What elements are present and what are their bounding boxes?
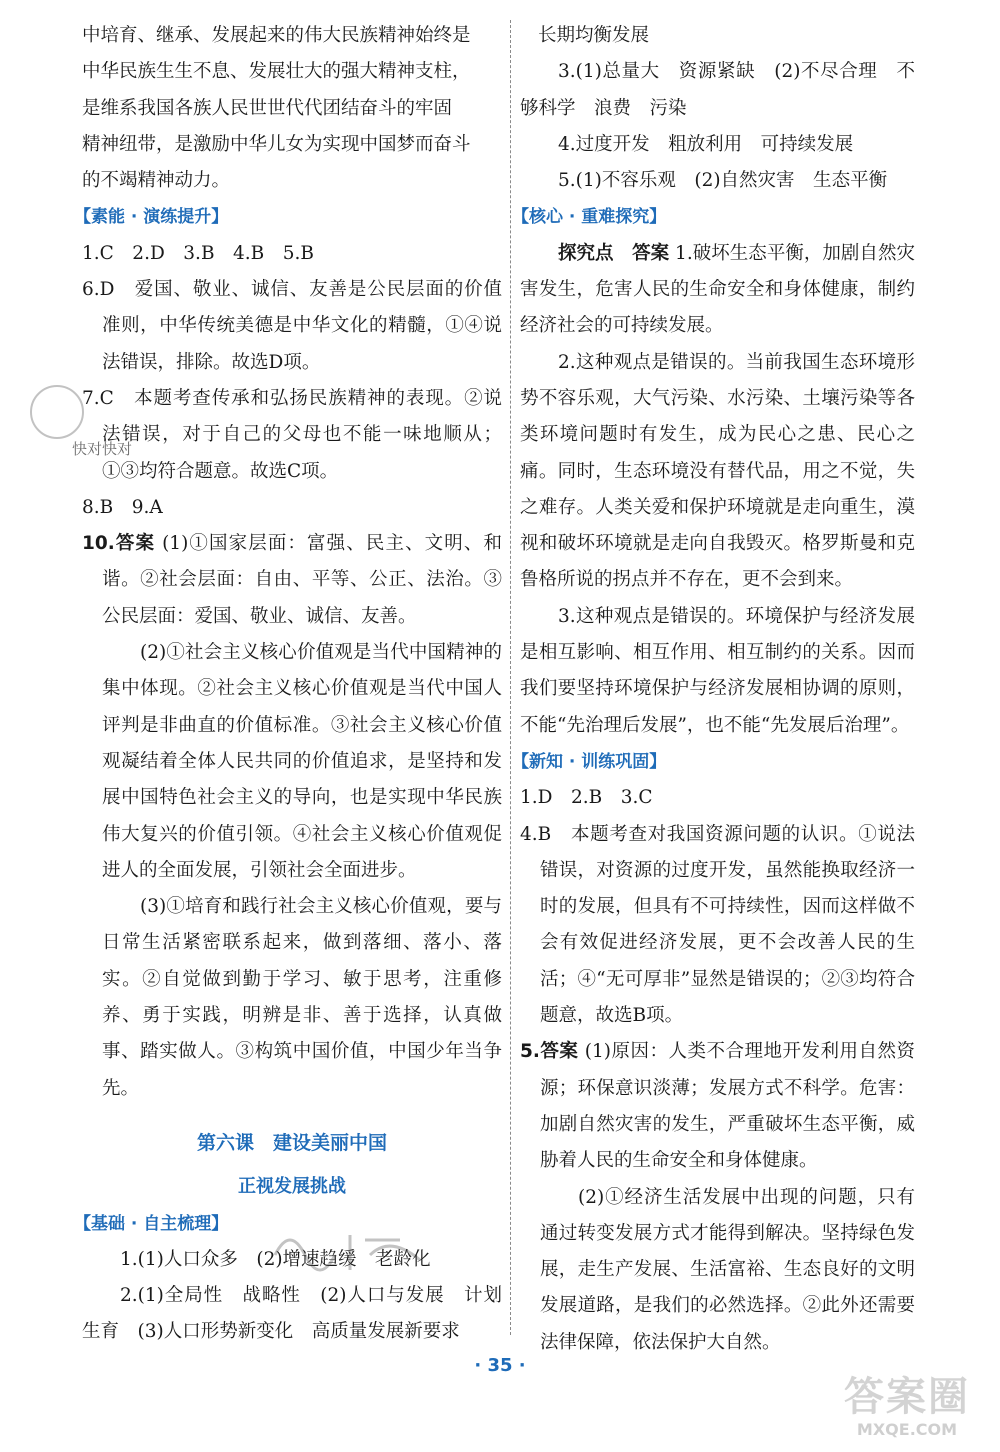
practice-answers-1-3: 1.D 2.B 3.C — [520, 787, 653, 809]
practice-answer-5 — [520, 1034, 915, 1179]
section-heading-suneng: 【素能 · 演练提升】 — [74, 207, 229, 228]
stamp-text: 快对快对 — [72, 440, 133, 458]
intro-line: 中培育、继承、发展起来的伟大民族精神始终是 — [82, 25, 471, 46]
basic-answer-4: 4.过度开发 粗放利用 可持续发展 — [558, 133, 854, 155]
answer-7: 7.C 本题考查传承和弘扬民族精神的表现。②说法错误，对于自己的父母也不能一味地顺从；①③均符合题意。故选C项。 — [82, 387, 502, 482]
basic-answer-2: 2.(1)全局性 战略性 (2)人口与发展 计划生育 (3)人口形势新变化 高质量发展新要求 — [82, 1285, 502, 1343]
explore-answer-3: 3.这种观点是错误的。环境保护与经济发展是相互影响、相互作用、相互制约的关系。因而我们要坚持环境保护与经济发展相协调的原则，不能“先治理后发展”，也不能“先发展后治理”。 — [520, 605, 915, 736]
explore-answer-1-text: 1.破坏生态平衡，加剧自然灾害发生，危害人民的生命安全和身体健康，制约经济社会的可持续发展。 — [520, 242, 915, 337]
right-column — [512, 18, 915, 1361]
intro-line: 的不竭精神动力。 — [82, 170, 231, 192]
basic-answer-1: 1.(1)人口众多 (2)增速趋缓 老龄化 — [120, 1248, 431, 1270]
page-number: · 35 · — [474, 1355, 526, 1376]
section-heading-jichu: 【基础 · 自主梳理】 — [74, 1213, 229, 1234]
logo-glyphs: 答案圈 — [844, 1374, 970, 1420]
intro-line: 是维系我国各族人民世世代代团结奋斗的牢固 — [82, 97, 453, 119]
section-heading-hexin: 【核心 · 重难探究】 — [512, 207, 667, 228]
basic-answer-5: 5.(1)不容乐观 (2)自然灾害 生态平衡 — [558, 170, 888, 192]
watermark-logo — [832, 1374, 982, 1444]
watermark-stamp — [20, 385, 140, 480]
lesson-subtitle: 正视发展挑战 — [238, 1176, 346, 1198]
stamp-circle-icon — [30, 385, 84, 439]
intro-line: 精神纽带，是激励中华儿女为实现中国梦而奋斗 — [82, 133, 471, 155]
answer-10-p1: (1)①国家层面：富强、民主、文明、和谐。②社会层面：自由、平等、公正、法治。③公民层面：爱国、敬业、诚信、友善。 — [102, 533, 502, 627]
practice-answer-5-p1: (1)原因：人类不合理地开发利用自然资源；环保意识淡薄；发展方式不科学。危害：加剧自然灾害的发生，严重破坏生态平衡，威胁着人民的生命安全和身体健康。 — [540, 1041, 915, 1172]
scribble-marks — [270, 1215, 440, 1275]
practice-answer-5-p2: (2)①经济生活发展中出现的问题，只有通过转变发展方式才能得到解决。坚持绿色发展，走生产发展、生活富裕、生态良好的文明发展道路，是我们的必然选择。②此外还需要法律保障，依法保护大自然。 — [540, 1186, 915, 1353]
intro-line: 中华民族生生不息、发展壮大的强大精神支柱， — [82, 61, 471, 83]
answer-10-part1 — [82, 526, 502, 635]
practice-answer-4: 4.B 本题考查对我国资源问题的认识。①说法错误，对资源的过度开发，虽然能换取经济一时的发展，但具有不可持续性，因而这样做不会有效促进经济发展，更不会改善人民的生活；④“无可厚非”显然是错误的；②③均符合题意，故选B项。 — [520, 823, 915, 1027]
explore-label: 探究点 答案 — [558, 242, 670, 264]
column-divider — [510, 20, 511, 1335]
practice-answer-5-label: 5.答案 — [520, 1041, 579, 1063]
section-heading-xinzhi: 【新知 · 训练巩固】 — [512, 751, 667, 772]
answer-10-p2: (2)①社会主义核心价值观是当代中国精神的集中体现。②社会主义核心价值观是当代中国人评判是非曲直的价值标准。③社会主义核心价值观凝结着全体人民共同的价值追求，是坚持和发展中国特色社会主义的导向，也是实现中华民族伟大复兴的价值引领。④社会主义核心价值观促进人的全面发展，引领社会全面进步。 — [102, 642, 502, 881]
answer-6: 6.D 爱国、敬业、诚信、友善是公民层面的价值准则，中华传统美德是中华文化的精髓，①④说法错误，排除。故选D项。 — [82, 279, 502, 373]
answer-10-label: 10.答案 — [82, 533, 156, 555]
basic-answer-3: 3.(1)总量大 资源紧缺 (2)不尽合理 不够科学 浪费 污染 — [520, 61, 915, 119]
answers-8-9: 8.B 9.A — [82, 496, 163, 518]
logo-url: MXQE.COM — [856, 1420, 958, 1439]
explore-answer-1 — [520, 236, 915, 345]
lesson-title: 第六课 建设美丽中国 — [196, 1131, 387, 1154]
left-column — [74, 18, 502, 1351]
answer-10-p3: (3)①培育和践行社会主义核心价值观，要与日常生活紧密联系起来，做到落细、落小、落实。②自觉做到勤于学习、敏于思考，注重修养、勇于实践，明辨是非、善于选择，认真做事、踏实做人。③构筑中国价值，中国少年当争先。 — [102, 896, 502, 1099]
explore-answer-2: 2.这种观点是错误的。当前我国生态环境形势不容乐观，大气污染、水污染、土壤污染等各类环境问题时有发生，成为民心之患、民心之痛。同时，生态环境没有替代品，用之不觉，失之难存。人类关爱和保护环境就是走向重生，漠视和破坏环境就是走向自我毁灭。格罗斯曼和克鲁格所说的拐点并不存在，更不会到来。 — [520, 351, 915, 591]
continued-text: 长期均衡发展 — [538, 25, 650, 46]
answers-1-5: 1.C 2.D 3.B 4.B 5.B — [82, 242, 315, 264]
